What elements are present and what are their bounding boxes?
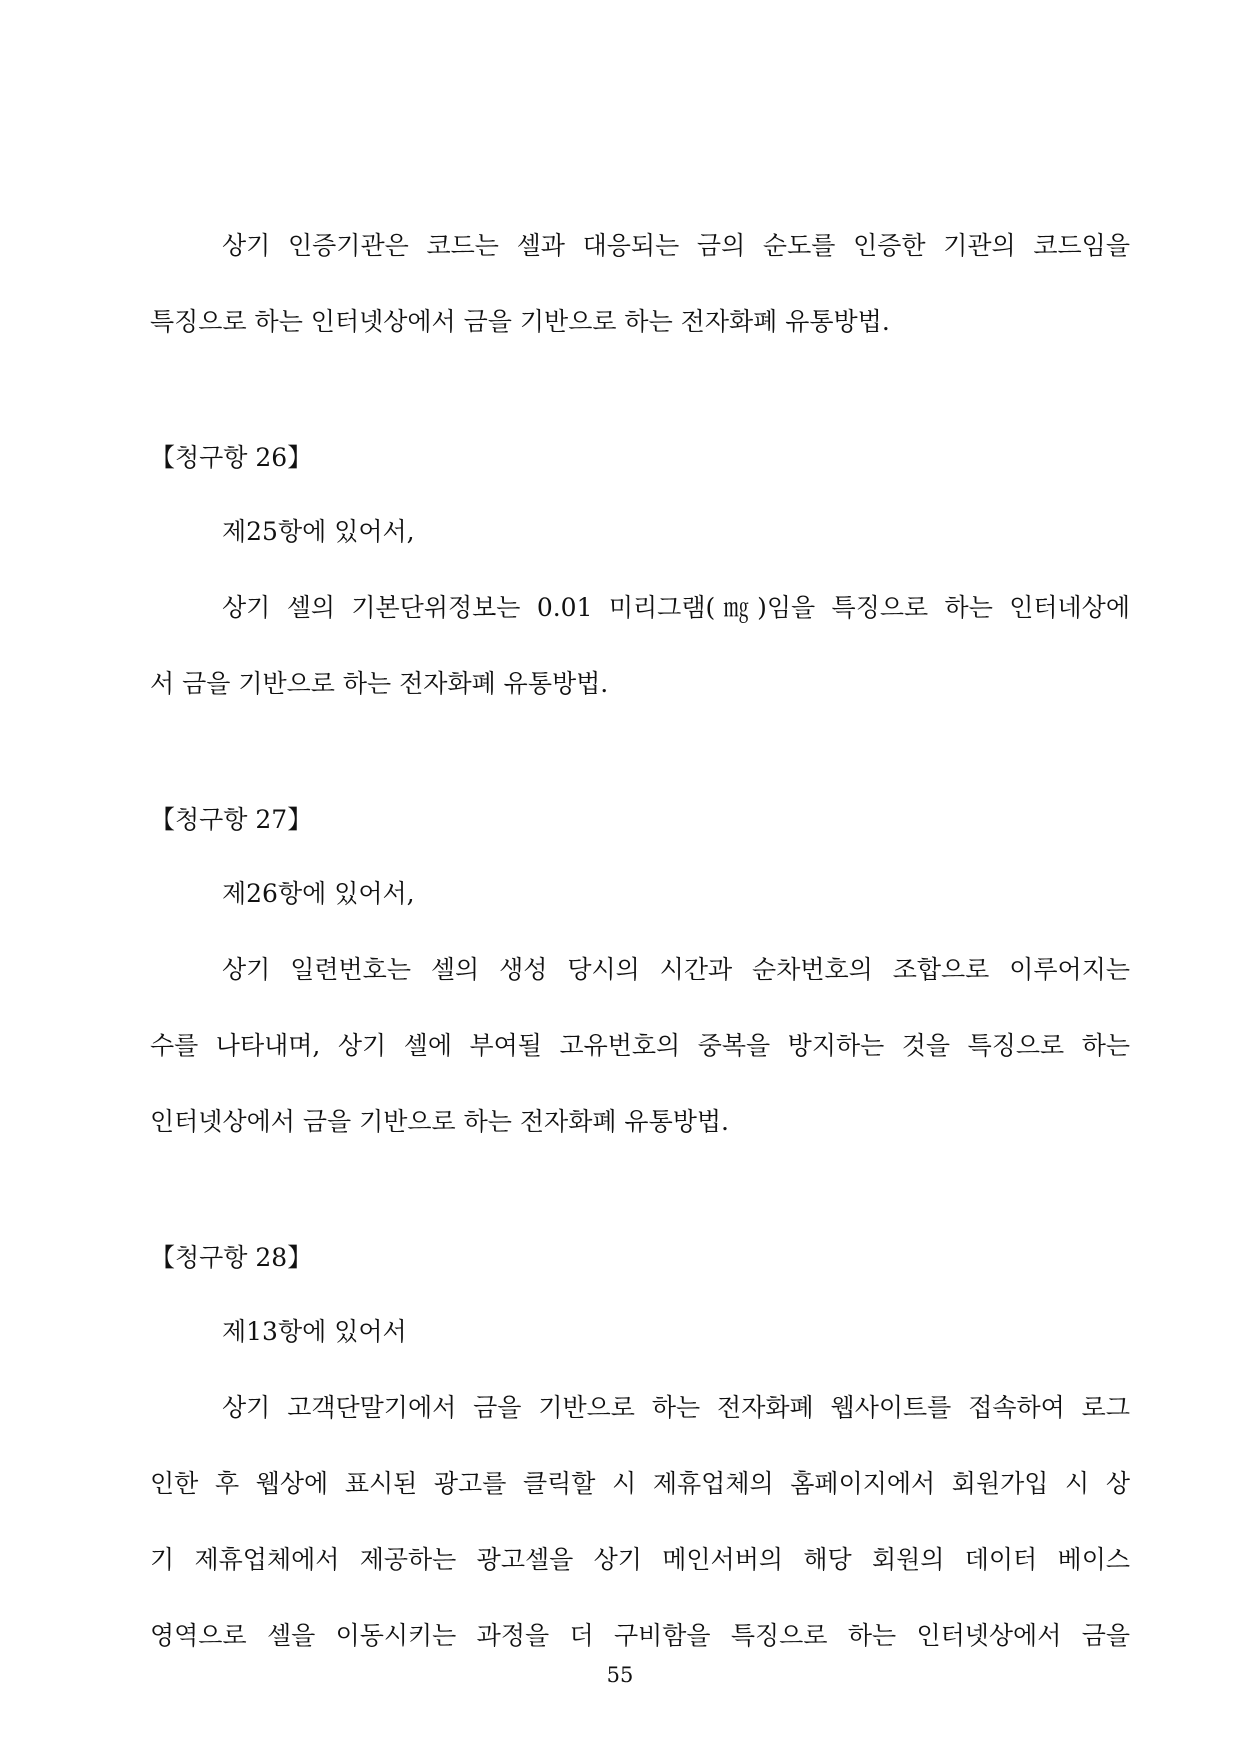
claim-27-line-1: 상기 일련번호는 셀의 생성 당시의 시간과 순차번호의 조합으로 이루어지는 <box>222 955 1130 984</box>
claim-26-heading: 【청구항 26】 <box>150 443 313 472</box>
claim-27-line-3: 인터넷상에서 금을 기반으로 하는 전자화폐 유통방법. <box>150 1107 729 1136</box>
claim-27-line-2: 수를 나타내며, 상기 셀에 부여될 고유번호의 중복을 방지하는 것을 특징으로 하는 <box>150 1031 1130 1060</box>
claim-28-heading: 【청구항 28】 <box>150 1243 313 1272</box>
claim-28-reference: 제13항에 있어서 <box>222 1317 407 1346</box>
claim-27-heading: 【청구항 27】 <box>150 805 313 834</box>
claim-26-line-1: 상기 셀의 기본단위정보는 0.01 미리그램(㎎)임을 특징으로 하는 인터네상에 <box>222 593 1130 622</box>
claim-26-line-2: 서 금을 기반으로 하는 전자화폐 유통방법. <box>150 669 609 698</box>
intro-line-2: 특징으로 하는 인터넷상에서 금을 기반으로 하는 전자화폐 유통방법. <box>150 307 890 336</box>
claim-28-line-4: 영역으로 셀을 이동시키는 과정을 더 구비함을 특징으로 하는 인터넷상에서 금을 <box>150 1621 1130 1650</box>
claim-28-line-1: 상기 고객단말기에서 금을 기반으로 하는 전자화폐 웹사이트를 접속하여 로그 <box>222 1393 1130 1422</box>
page-number: 55 <box>606 1663 634 1687</box>
claim-26-reference: 제25항에 있어서, <box>222 517 415 546</box>
claim-28-line-2: 인한 후 웹상에 표시된 광고를 클릭할 시 제휴업체의 홈페이지에서 회원가입 시 상 <box>150 1469 1130 1498</box>
intro-line-1: 상기 인증기관은 코드는 셀과 대응되는 금의 순도를 인증한 기관의 코드임을 <box>222 231 1130 260</box>
claim-28-line-3: 기 제휴업체에서 제공하는 광고셀을 상기 메인서버의 해당 회원의 데이터 베이스 <box>150 1545 1130 1574</box>
claim-27-reference: 제26항에 있어서, <box>222 879 415 908</box>
